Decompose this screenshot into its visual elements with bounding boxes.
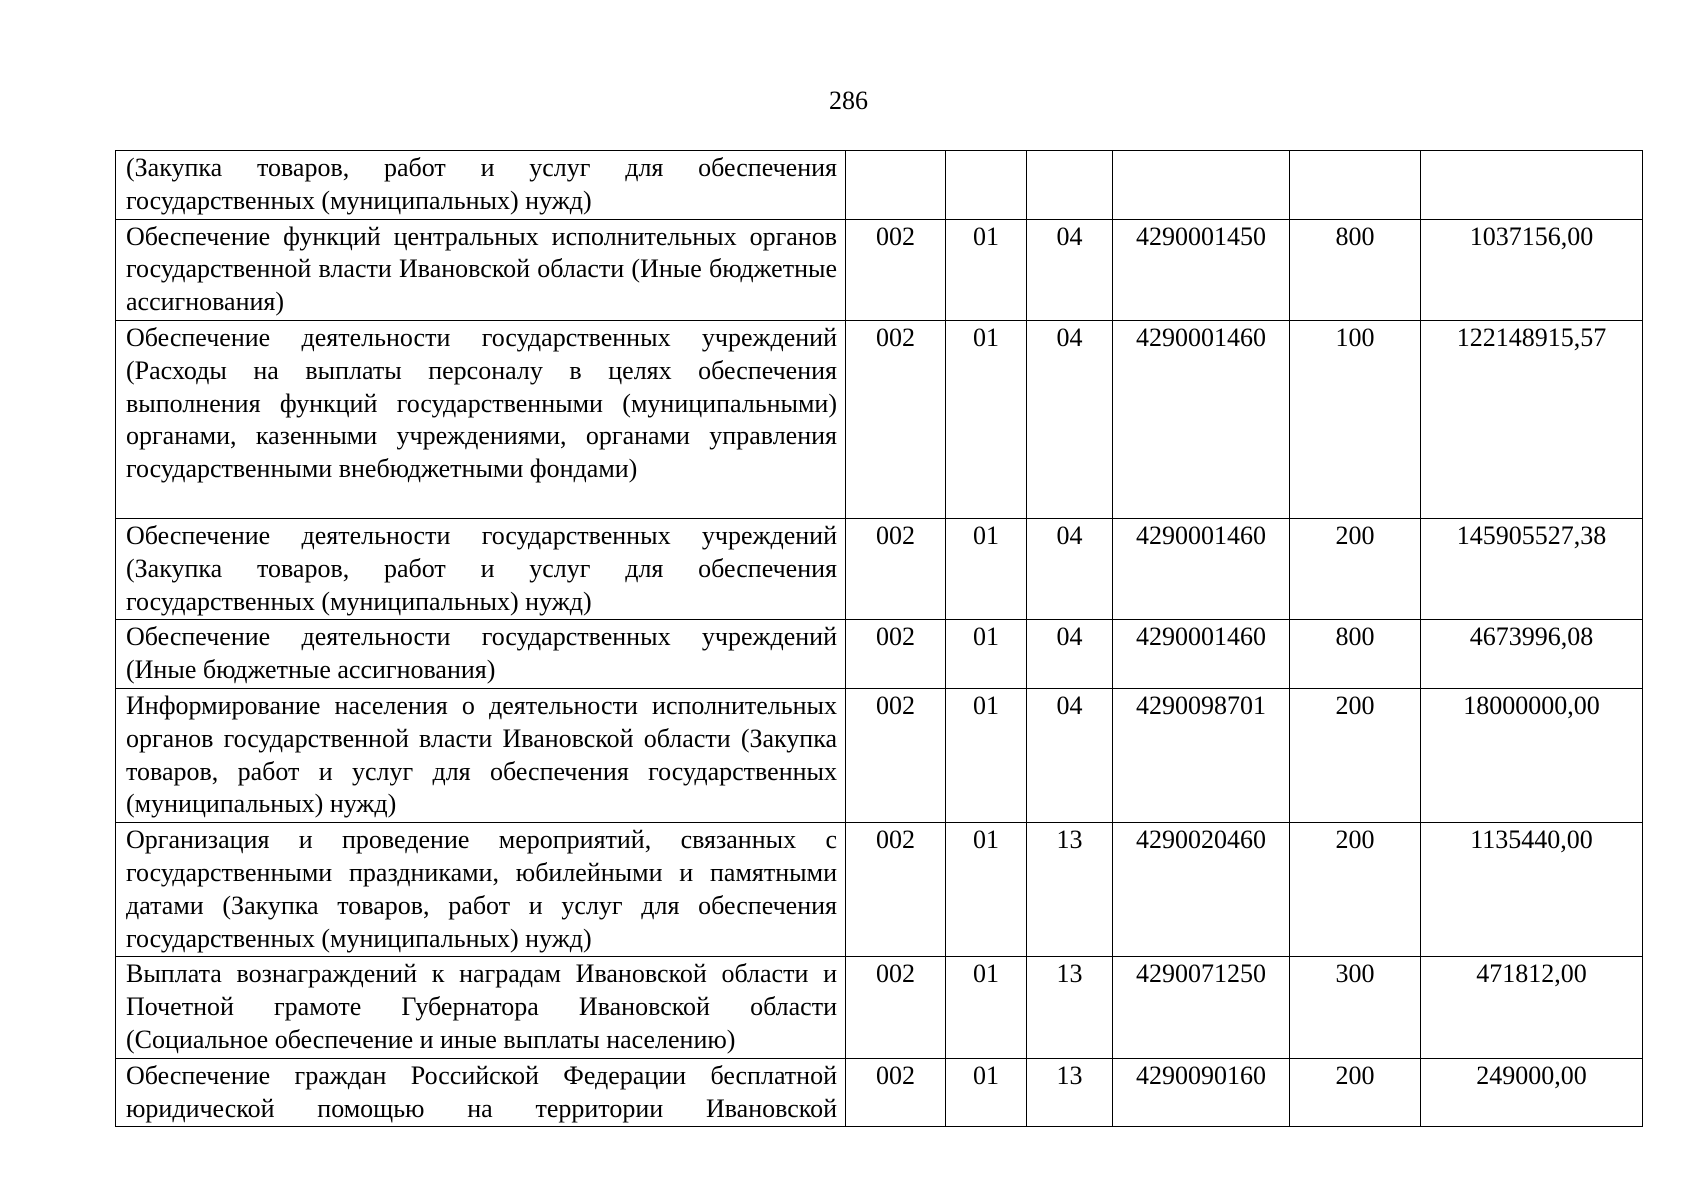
table-row: [116, 957, 1643, 1058]
target-article-code: 4290001460: [1113, 518, 1290, 619]
department-code: 002: [846, 518, 946, 619]
row-description: Организация и проведение мероприятий, связанных с государственными праздниками, юбилейными и памятными датами (Закупка товаров, работ и услуг для обеспечения государственных (муниципальных) нужд): [116, 823, 846, 957]
expense-type-code: 800: [1290, 620, 1421, 689]
page-number: 286: [829, 86, 868, 115]
amount: 18000000,00: [1421, 688, 1643, 822]
subsection-code: 13: [1027, 957, 1113, 1058]
amount: 1037156,00: [1421, 219, 1643, 320]
target-article-code: [1113, 151, 1290, 220]
section-code: 01: [946, 320, 1027, 518]
section-code: 01: [946, 1058, 1027, 1127]
row-description: (Закупка товаров, работ и услуг для обеспечения государственных (муниципальных) нужд): [116, 151, 846, 220]
budget-table: [115, 150, 1643, 1127]
table-row: [116, 151, 1643, 220]
table-row: [116, 688, 1643, 822]
section-code: [946, 151, 1027, 220]
table-row: [116, 219, 1643, 320]
table-row: [116, 620, 1643, 689]
department-code: [846, 151, 946, 220]
department-code: 002: [846, 320, 946, 518]
expense-type-code: 200: [1290, 688, 1421, 822]
target-article-code: 4290098701: [1113, 688, 1290, 822]
expense-type-code: [1290, 151, 1421, 220]
amount: 122148915,57: [1421, 320, 1643, 518]
target-article-code: 4290090160: [1113, 1058, 1290, 1127]
row-description: Обеспечение деятельности государственных учреждений (Иные бюджетные ассигнования): [116, 620, 846, 689]
table-row: [116, 320, 1643, 518]
expense-type-code: 300: [1290, 957, 1421, 1058]
subsection-code: 04: [1027, 219, 1113, 320]
expense-type-code: 200: [1290, 518, 1421, 619]
section-code: 01: [946, 620, 1027, 689]
row-description: Информирование населения о деятельности исполнительных органов государственной власти Ивановской области (Закупка товаров, работ и услуг для обеспечения государственных (муниципальных) нужд): [116, 688, 846, 822]
amount: 1135440,00: [1421, 823, 1643, 957]
row-description: Выплата вознаграждений к наградам Ивановской области и Почетной грамоте Губернатора Ивановской области (Социальное обеспечение и иные выплаты населению): [116, 957, 846, 1058]
section-code: 01: [946, 957, 1027, 1058]
table-row: [116, 823, 1643, 957]
subsection-code: 04: [1027, 620, 1113, 689]
department-code: 002: [846, 823, 946, 957]
department-code: 002: [846, 620, 946, 689]
target-article-code: 4290001460: [1113, 620, 1290, 689]
amount: 145905527,38: [1421, 518, 1643, 619]
subsection-code: 13: [1027, 1058, 1113, 1127]
expense-type-code: 100: [1290, 320, 1421, 518]
target-article-code: 4290001450: [1113, 219, 1290, 320]
subsection-code: 13: [1027, 823, 1113, 957]
row-description: Обеспечение функций центральных исполнительных органов государственной власти Ивановской области (Иные бюджетные ассигнования): [116, 219, 846, 320]
expense-type-code: 800: [1290, 219, 1421, 320]
expense-type-code: 200: [1290, 1058, 1421, 1127]
section-code: 01: [946, 518, 1027, 619]
department-code: 002: [846, 957, 946, 1058]
section-code: 01: [946, 219, 1027, 320]
target-article-code: 4290071250: [1113, 957, 1290, 1058]
subsection-code: [1027, 151, 1113, 220]
subsection-code: 04: [1027, 320, 1113, 518]
subsection-code: 04: [1027, 518, 1113, 619]
row-description: Обеспечение деятельности государственных учреждений (Расходы на выплаты персоналу в целях обеспечения выполнения функций государственными (муниципальными) органами, казенными учреждениями, органами управления государственными внебюджетными фондами): [116, 320, 846, 518]
amount: 471812,00: [1421, 957, 1643, 1058]
subsection-code: 04: [1027, 688, 1113, 822]
section-code: 01: [946, 688, 1027, 822]
amount: [1421, 151, 1643, 220]
target-article-code: 4290001460: [1113, 320, 1290, 518]
department-code: 002: [846, 219, 946, 320]
expense-type-code: 200: [1290, 823, 1421, 957]
row-description: Обеспечение граждан Российской Федерации бесплатной юридической помощью на территории Ивановской: [116, 1058, 846, 1127]
amount: 4673996,08: [1421, 620, 1643, 689]
department-code: 002: [846, 1058, 946, 1127]
row-description: Обеспечение деятельности государственных учреждений (Закупка товаров, работ и услуг для обеспечения государственных (муниципальных) нужд): [116, 518, 846, 619]
department-code: 002: [846, 688, 946, 822]
amount: 249000,00: [1421, 1058, 1643, 1127]
table-row: [116, 518, 1643, 619]
table-row: [116, 1058, 1643, 1127]
target-article-code: 4290020460: [1113, 823, 1290, 957]
section-code: 01: [946, 823, 1027, 957]
